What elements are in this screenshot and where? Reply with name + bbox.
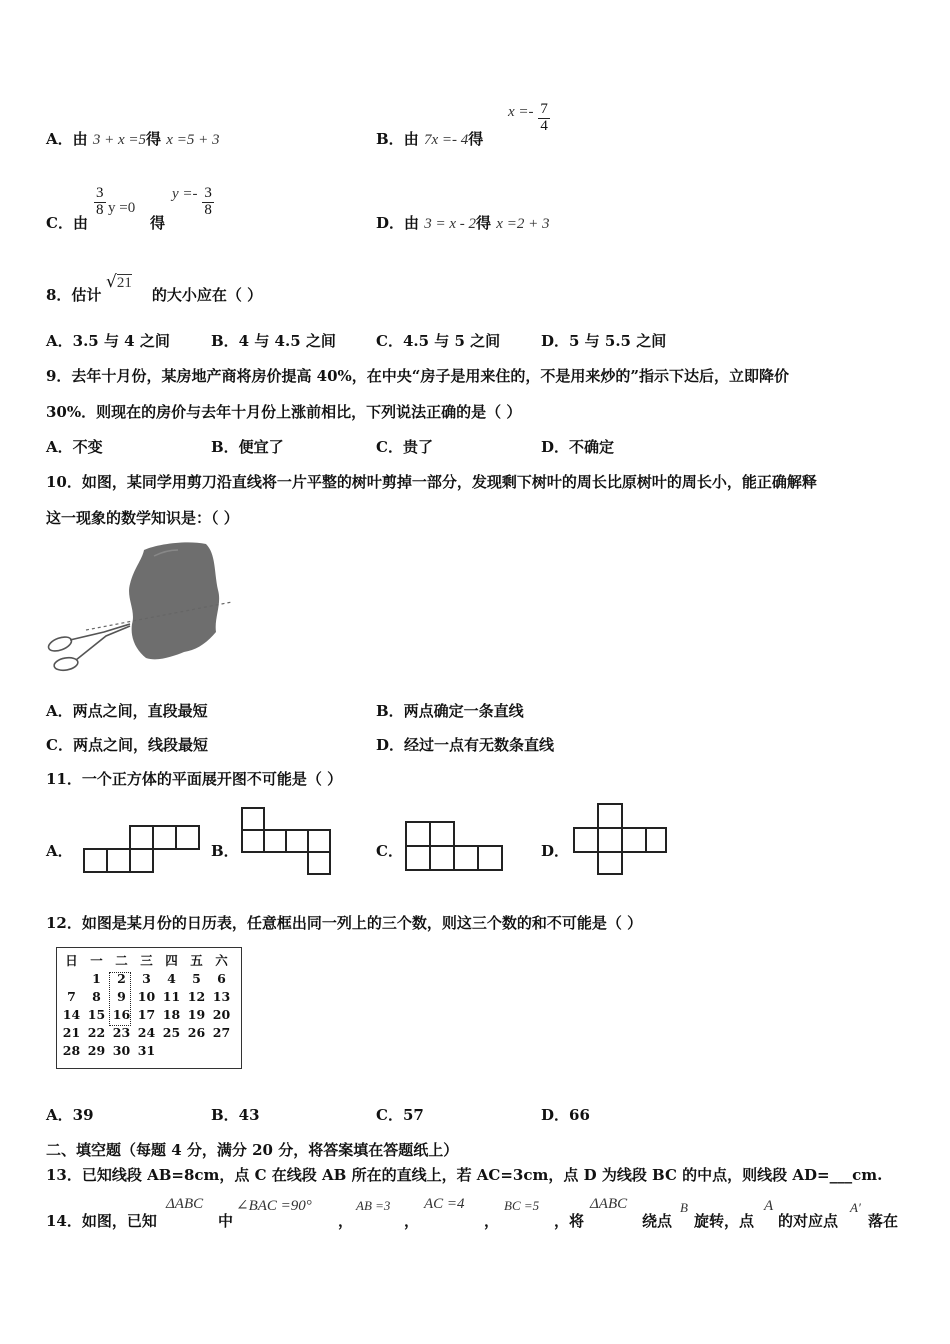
- q10-option-c[interactable]: C．两点之间，线段最短: [46, 736, 208, 754]
- calendar-header-cell: 四: [165, 953, 178, 968]
- q8-sqrt: √21: [106, 272, 132, 292]
- q7-c-mid: 得: [150, 214, 166, 232]
- q7-option-c[interactable]: C．由: [46, 214, 88, 232]
- q7-c-result: y =- $\frac{3}{8}$: [172, 185, 212, 218]
- q14-angle: ∠BAC =90°: [236, 1198, 312, 1214]
- q14-ac: AC =4: [424, 1196, 465, 1212]
- scissors-icon: [47, 624, 130, 672]
- q14-triangle2: ΔABC: [590, 1196, 628, 1212]
- q10-line2: 这一现象的数学知识是：（ ）: [46, 509, 239, 527]
- q11-option-b[interactable]: B．: [211, 842, 239, 860]
- q14-point-b: B: [680, 1200, 688, 1215]
- calendar-header-cell: 五: [190, 953, 203, 968]
- q14-point-a-prime: A′: [850, 1200, 861, 1215]
- q10-option-d[interactable]: D．经过一点有无数条直线: [376, 736, 555, 754]
- q10-option-b[interactable]: B．两点确定一条直线: [376, 702, 524, 720]
- q14-sep3: ，: [484, 1212, 500, 1230]
- q14-triangle: ΔABC: [166, 1196, 204, 1212]
- q8-option-c[interactable]: C．4.5 与 5 之间: [376, 332, 501, 350]
- q8-stem: 8．估计 的大小应在（ ）: [46, 286, 263, 304]
- q11-option-a[interactable]: A．: [46, 842, 73, 860]
- calendar-row: 21 22 23 24 25 26 27: [62, 1024, 231, 1040]
- q14-luozai: 落在: [868, 1212, 899, 1230]
- cube-net-a: [82, 824, 202, 874]
- q11-stem: 11．一个正方体的平面展开图不可能是（ ）: [46, 770, 343, 788]
- q11-option-c[interactable]: C．: [376, 842, 403, 860]
- calendar-row: 14 15 16 17 18 19 20: [62, 1006, 231, 1022]
- q7-d-eq2: x =2 + 3: [496, 216, 550, 232]
- q7-a-eq1: 3 + x =5: [92, 132, 147, 148]
- q12-option-b[interactable]: B．43: [211, 1106, 260, 1124]
- q7-option-d[interactable]: D．由 3 = x - 2得 x =2 + 3: [376, 214, 550, 232]
- q14-xuanzhuan: 旋转，点: [694, 1212, 755, 1230]
- q7-d-eq1: 3 = x - 2: [424, 216, 477, 232]
- leaf-scissors-figure: [46, 540, 246, 680]
- sqrt-sign: √: [106, 272, 117, 292]
- q9-option-c[interactable]: C．贵了: [376, 438, 433, 456]
- cube-net-d: [572, 802, 668, 876]
- q14-raodian: 绕点: [642, 1212, 673, 1230]
- q14-jiang: ，将: [554, 1212, 585, 1230]
- q14-zhong: 中: [218, 1212, 234, 1230]
- calendar-header-row: [59, 951, 234, 969]
- q10-option-a[interactable]: A．两点之间，直段最短: [46, 702, 208, 720]
- calendar-header-cell: 一: [90, 953, 103, 968]
- q7-b-eq1: 7x =- 4: [423, 132, 469, 148]
- q9-option-a[interactable]: A．不变: [46, 438, 103, 456]
- q12-stem: 12．如图是某月份的日历表，任意框出同一列上的三个数，则这三个数的和不可能是（ ）: [46, 914, 643, 932]
- calendar-table: [56, 947, 242, 1069]
- q7-b-fraction: $\frac{7}{4}$: [540, 101, 548, 134]
- q9-option-d[interactable]: D．不确定: [541, 438, 615, 456]
- q14-duiying: 的对应点: [778, 1212, 839, 1230]
- q10-line1: 10．如图，某同学用剪刀沿直线将一片平整的树叶剪掉一部分，发现剩下树叶的周长比原树叶的周长小，能正确解释: [46, 473, 817, 491]
- q7-a-eq2: x =5 + 3: [166, 132, 220, 148]
- q9-line2: 30%．则现在的房价与去年十月份上涨前相比，下列说法正确的是（ ）: [46, 403, 522, 421]
- q8-option-d[interactable]: D．5 与 5.5 之间: [541, 332, 667, 350]
- q11-option-d[interactable]: D．: [541, 842, 570, 860]
- q14-point-a: A: [764, 1198, 774, 1214]
- calendar-header-cell: 六: [215, 953, 228, 968]
- section2-title: 二、填空题（每题 4 分，满分 20 分，将答案填在答题纸上）: [46, 1141, 459, 1159]
- calendar-row: 28 29 30 31: [62, 1042, 156, 1058]
- calendar-header-cell: 三: [140, 953, 153, 968]
- calendar-row: 7 8 9 10 11 12 13: [67, 988, 231, 1004]
- q7-c-fraction1: $\frac{3}{8}$: [96, 185, 104, 218]
- q9-option-b[interactable]: B．便宜了: [211, 438, 284, 456]
- q12-option-a[interactable]: A．39: [46, 1106, 94, 1124]
- leaf-shape: [129, 542, 219, 659]
- q7-option-b[interactable]: B．由 7x =- 4得: [376, 130, 484, 148]
- q12-option-c[interactable]: C．57: [376, 1106, 424, 1124]
- q7-option-a[interactable]: A．由 3 + x =5得 x =5 + 3: [46, 130, 220, 148]
- q14-bc: BC =5: [504, 1198, 540, 1213]
- q14-sep1: ，: [338, 1212, 354, 1230]
- q12-option-d[interactable]: D．66: [541, 1106, 590, 1124]
- q7-c-eq1: y =0: [108, 200, 136, 216]
- q14-ab: AB =3: [356, 1198, 391, 1213]
- q9-line1: 9．去年十月份，某房地产商将房价提高 40%，在中央“房子是用来住的，不是用来炒的”指示下达后，立即降价: [46, 367, 790, 385]
- calendar-header-cell: 日: [65, 953, 78, 968]
- q8-option-a[interactable]: A．3.5 与 4 之间: [46, 332, 170, 350]
- q13-text: 13．已知线段 AB=8cm，点 C 在线段 AB 所在的直线上，若 AC=3cm，点 D 为线段 BC 的中点，则线段 AD=___cm.: [46, 1166, 883, 1184]
- cube-net-b: [240, 806, 332, 876]
- q7-b-result: x =- $\frac{7}{4}$: [508, 101, 548, 134]
- calendar-row: 1 2 3 4 5 6: [92, 970, 226, 986]
- calendar-header-cell: 二: [115, 953, 128, 968]
- calendar-selection-box: [109, 972, 131, 1026]
- cube-net-c: [404, 820, 504, 872]
- q14-sep2: ，: [404, 1212, 420, 1230]
- q8-option-b[interactable]: B．4 与 4.5 之间: [211, 332, 336, 350]
- q14-prefix: 14．如图，已知: [46, 1212, 157, 1230]
